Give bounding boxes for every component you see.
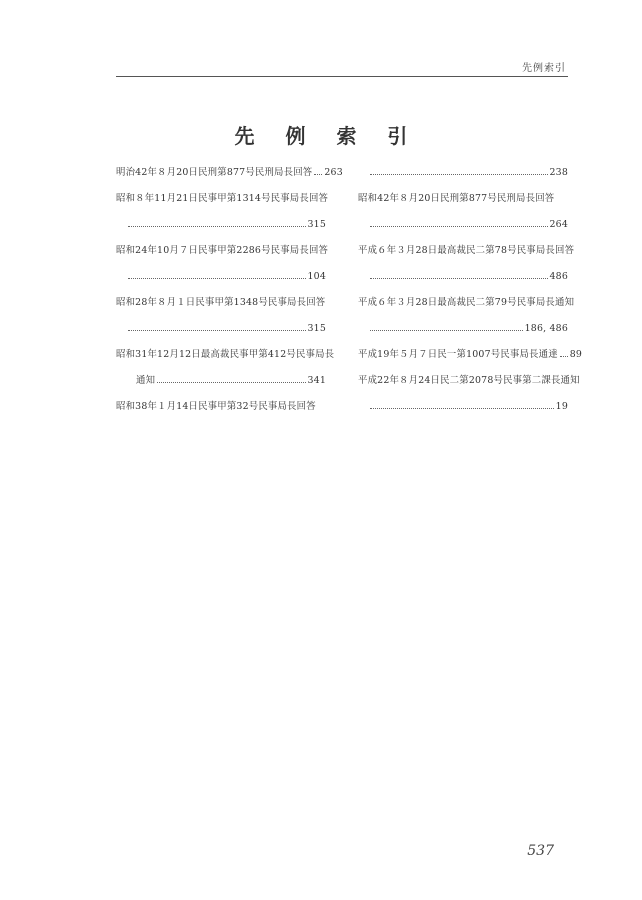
dot-leader [370, 407, 554, 409]
index-entry [358, 342, 583, 368]
dot-leader [560, 355, 568, 357]
index-entry-continuation [358, 264, 568, 290]
dot-leader [370, 329, 523, 331]
header-rule [116, 76, 568, 77]
index-entry [116, 394, 326, 420]
entry-page: 341 [307, 375, 326, 386]
entry-text: 昭和24年10月７日民事甲第2286号民事局長回答 [116, 245, 329, 256]
index-entry-continuation [358, 316, 568, 342]
entry-page: 186, 486 [524, 323, 568, 334]
index-entry-continuation [358, 394, 568, 420]
page-number: 537 [527, 843, 554, 859]
entry-text-continuation: 通知 [136, 375, 156, 386]
entry-page: 19 [555, 401, 568, 412]
index-entry [116, 186, 329, 212]
index-entry-continuation [358, 160, 568, 186]
entry-text: 昭和28年８月１日民事甲第1348号民事局長回答 [116, 297, 326, 308]
index-entry [358, 238, 575, 264]
entry-page: 315 [307, 219, 326, 230]
entry-text: 平成６年３月28日最高裁民二第79号民事局長通知 [358, 297, 575, 308]
index-entry-continuation [116, 316, 326, 342]
entry-text: 平成６年３月28日最高裁民二第78号民事局長回答 [358, 245, 575, 256]
dot-leader [314, 173, 322, 175]
index-column-right [358, 160, 583, 420]
entry-text: 平成19年５月７日民一第1007号民事局長通達 [358, 349, 558, 360]
index-entry [116, 342, 335, 368]
page-title: 先 例 索 引 [234, 124, 420, 148]
dot-leader [128, 225, 306, 227]
index-entry [116, 238, 329, 264]
entry-page: 263 [324, 167, 343, 178]
entry-page: 89 [569, 349, 583, 360]
entry-text: 昭和31年12月12日最高裁民事甲第412号民事局長 [116, 349, 335, 360]
entry-page: 104 [307, 271, 326, 282]
index-entry [358, 368, 580, 394]
dot-leader [157, 381, 305, 383]
index-column-left [116, 160, 343, 420]
index-entry-continuation [116, 212, 326, 238]
dot-leader [370, 225, 548, 227]
entry-text: 昭和８年11月21日民事甲第1314号民事局長回答 [116, 193, 329, 204]
index-entry-continuation [116, 264, 326, 290]
index-entry [116, 290, 326, 316]
entry-page: 315 [307, 323, 326, 334]
dot-leader [370, 173, 548, 175]
index-entry-continuation [358, 212, 568, 238]
dot-leader [128, 277, 306, 279]
dot-leader [370, 277, 548, 279]
entry-page: 486 [549, 271, 568, 282]
index-entry [116, 160, 343, 186]
entry-text: 明治42年８月20日民刑第877号民刑局長回答 [116, 167, 313, 178]
index-entry-continuation [116, 368, 326, 394]
entry-page: 264 [549, 219, 568, 230]
entry-text: 平成22年８月24日民二第2078号民事第二課長通知 [358, 375, 580, 386]
entry-text: 昭和42年８月20日民刑第877号民刑局長回答 [358, 193, 555, 204]
dot-leader [128, 329, 306, 331]
entry-page: 238 [549, 167, 568, 178]
running-head: 先例索引 [522, 63, 566, 74]
index-entry [358, 290, 575, 316]
entry-text: 昭和38年１月14日民事甲第32号民事局長回答 [116, 401, 316, 412]
index-entry [358, 186, 568, 212]
